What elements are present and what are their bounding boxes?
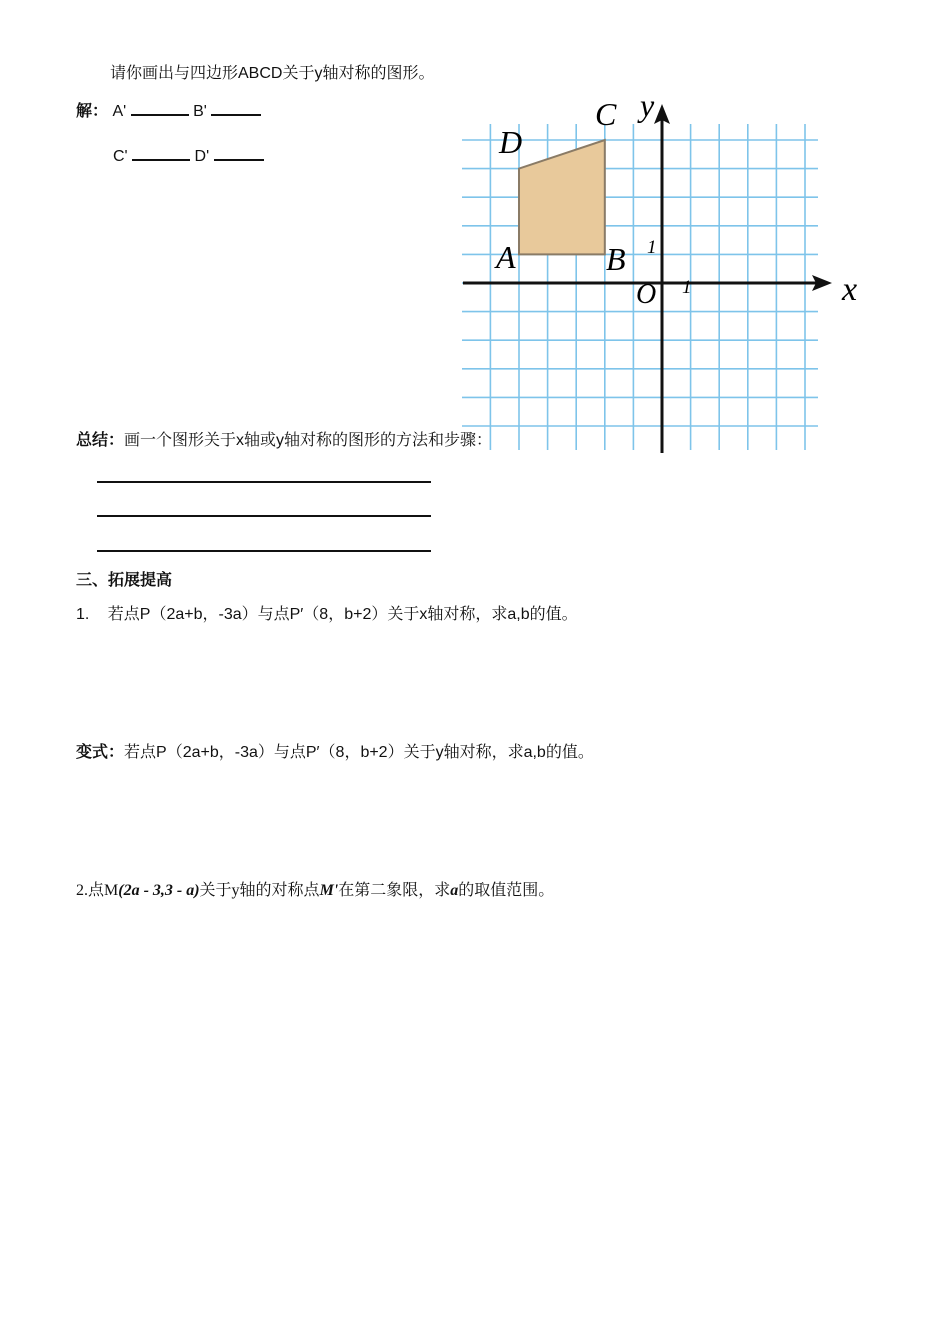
axis-y-label: y (640, 88, 655, 123)
variant-label: 变式 (76, 744, 109, 761)
c-prime-blank[interactable] (132, 145, 190, 161)
question-1-text: 若点P（2a+b，-3a）与点P′（8，b+2）关于x轴对称，求a,b的值。 (107, 606, 578, 623)
question-2 (76, 881, 554, 901)
question-2-point: M' (319, 882, 339, 899)
b-prime-blank[interactable] (211, 100, 261, 116)
summary-label: 总结 (76, 432, 109, 449)
point-d-label: D (499, 124, 523, 160)
variant-colon: ： (108, 744, 125, 761)
question-2-mid2: 在第二象限，求 (338, 882, 451, 899)
section-heading: 三、拓展提高 (76, 572, 173, 589)
answer-row-1 (76, 100, 261, 122)
quadrilateral-abcd (519, 140, 605, 254)
unit-x-label: 1 (682, 277, 692, 298)
b-prime-label: B' (193, 103, 207, 120)
coordinate-figure (450, 88, 870, 458)
point-a-label: A (496, 239, 516, 275)
d-prime-label: D' (194, 148, 210, 165)
answer-row-2 (113, 145, 264, 167)
question-2-end: 的取值范围。 (458, 882, 555, 899)
answer-colon: ： (92, 103, 109, 120)
question-1 (76, 605, 578, 625)
summary-text: 画一个图形关于x轴或y轴对称的图形的方法和步骤： (124, 432, 493, 449)
summary-answer-line-2[interactable] (97, 515, 431, 517)
point-c-label: C (595, 96, 617, 132)
d-prime-blank[interactable] (214, 145, 264, 161)
origin-label: O (636, 279, 657, 310)
unit-y-label: 1 (647, 237, 657, 258)
axis-x-label: x (842, 271, 858, 308)
question-1-number: 1. (76, 606, 90, 623)
summary-line (76, 431, 492, 451)
summary-answer-line-3[interactable] (97, 550, 431, 552)
question-2-mid: 关于y轴的对称点 (199, 882, 320, 899)
summary-colon: ： (108, 432, 125, 449)
a-prime-label: A' (112, 103, 127, 120)
point-b-label: B (606, 241, 626, 277)
summary-answer-line-1[interactable] (97, 481, 431, 483)
variant-question (76, 743, 594, 763)
question-2-math: (2a - 3,3 - a) (118, 882, 200, 899)
a-prime-blank[interactable] (131, 100, 189, 116)
variant-text: 若点P（2a+b，-3a）与点P′（8，b+2）关于y轴对称，求a,b的值。 (124, 744, 594, 761)
answer-label: 解 (76, 103, 93, 120)
question-2-var: a (450, 882, 459, 899)
question-2-prefix: 2.点M (76, 882, 119, 899)
intro-text: 请你画出与四边形ABCD关于y轴对称的图形。 (110, 65, 435, 82)
c-prime-label: C' (113, 148, 128, 165)
